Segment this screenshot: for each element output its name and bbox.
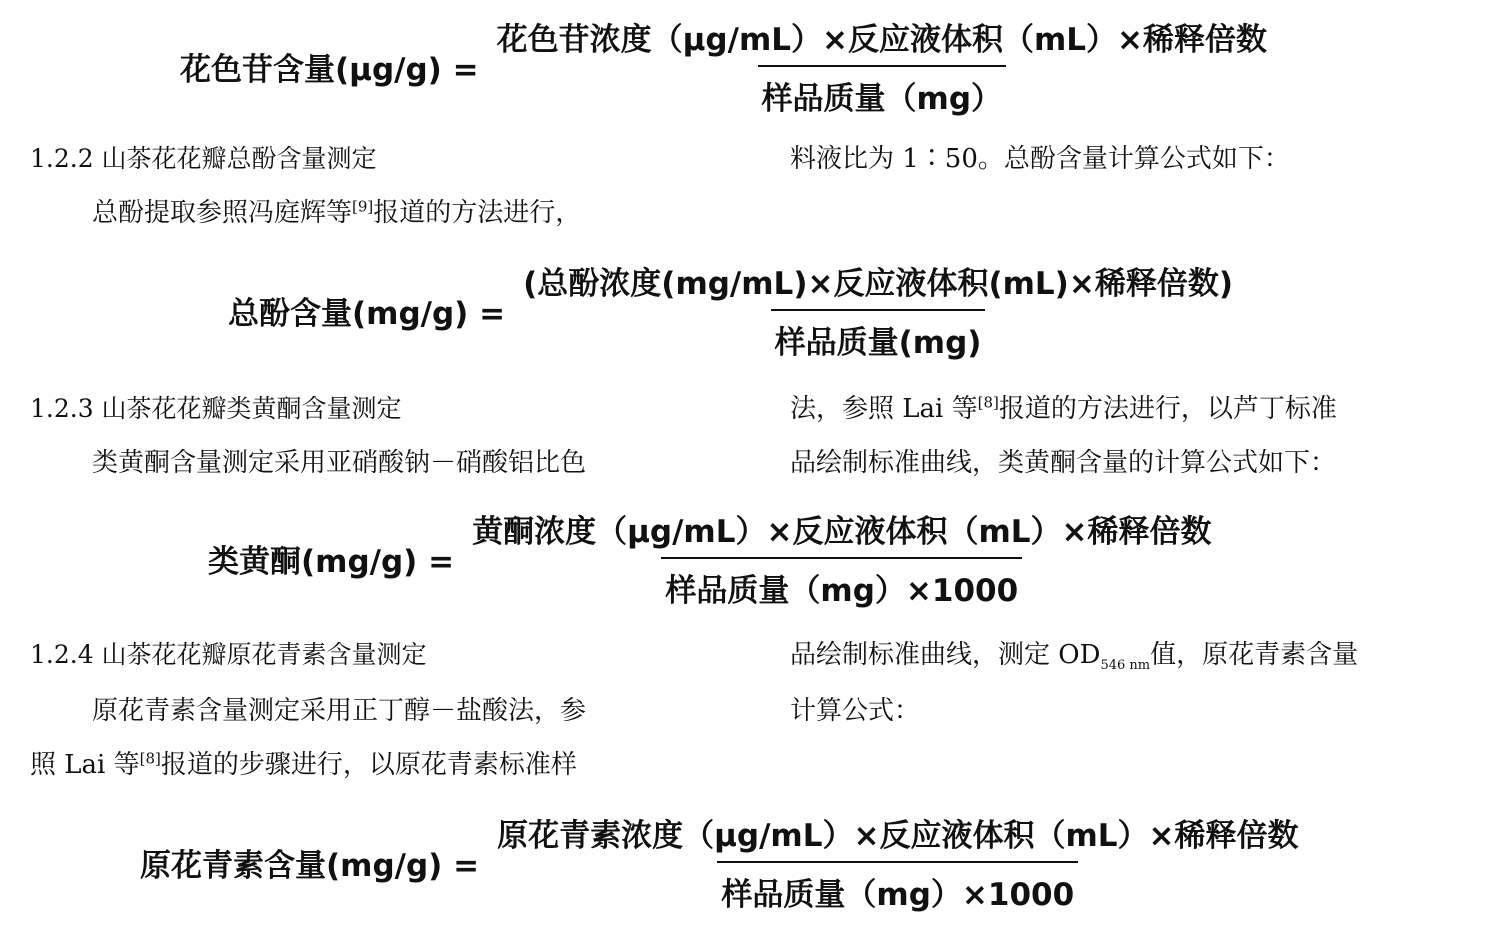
numerator: (总酚浓度(mg/mL)×反应液体积(mL)×稀释倍数) [523,266,1233,302]
flavonoid-formula [208,506,1216,610]
subscript: 546 nm [1100,658,1151,674]
formula-lhs: 原花青素含量(mg/g) = [140,847,480,884]
citation: [9] [352,197,374,216]
formula-lhs: 总酚含量(mg/g) = [228,295,506,332]
text-run: 品绘制标准曲线，测定 OD [790,640,1101,670]
denominator: 样品质量（mg）×1000 [661,557,1022,610]
paragraph-line [30,738,577,792]
total-phenol-formula [228,258,1237,362]
text-run: 报道的步骤进行，以原花青素标准样 [160,750,577,780]
text-run: 报道的方法进行， [373,198,582,228]
denominator: 样品质量(mg) [771,309,986,362]
section-heading-1-2-3: 1.2.3 山茶花花瓣类黄酮含量测定 [30,394,402,423]
paragraph-line [790,628,1358,682]
proanthocyanidin-formula [140,810,1303,914]
paragraph-line: 计算公式： [790,696,921,726]
numerator: 花色苷浓度（μg/mL）×反应液体积（mL）×稀释倍数 [496,22,1268,58]
text-run: 法，参照 Lai 等 [790,394,978,424]
paragraph-line: 料液比为 1∶50。总酚含量计算公式如下： [790,144,1290,174]
text-run: 照 Lai 等 [30,750,140,780]
anthocyanin-formula [180,14,1271,118]
numerator: 黄酮浓度（μg/mL）×反应液体积（mL）×稀释倍数 [472,514,1212,550]
fraction [468,506,1215,610]
denominator: 样品质量（mg）×1000 [717,861,1078,914]
formula-lhs: 类黄酮(mg/g) = [208,543,455,580]
section-heading-1-2-2: 1.2.2 山茶花花瓣总酚含量测定 [30,144,377,173]
fraction [519,258,1237,362]
text-run: 总酚提取参照冯庭辉等 [92,198,353,228]
citation: [8] [139,749,161,768]
fraction [493,14,1271,118]
denominator: 样品质量（mg） [758,65,1007,118]
numerator: 原花青素浓度（μg/mL）×反应液体积（mL）×稀释倍数 [497,818,1299,854]
paragraph-line [92,186,581,240]
paragraph-line: 类黄酮含量测定采用亚硝酸钠－硝酸铝比色 [92,448,587,478]
citation: [8] [977,393,999,412]
paragraph-line [790,382,1337,436]
section-heading-1-2-4: 1.2.4 山茶花花瓣原花青素含量测定 [30,640,427,669]
text-run: 报道的方法进行，以芦丁标准 [998,394,1337,424]
text-run: 值，原花青素含量 [1150,640,1359,670]
paragraph-line: 品绘制标准曲线，类黄酮含量的计算公式如下： [790,448,1337,478]
fraction [493,810,1302,914]
paragraph-line: 原花青素含量测定采用正丁醇－盐酸法，参 [92,696,587,726]
formula-lhs: 花色苷含量(μg/g) = [180,51,479,88]
